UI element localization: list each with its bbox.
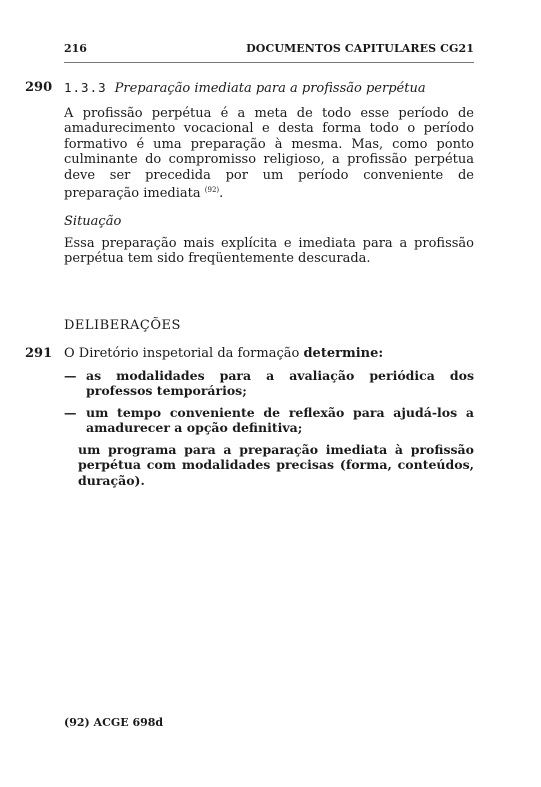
header-rule [64,62,474,63]
footnote: (92) ACGE 698d [64,716,164,729]
intro-text: O Diretório inspetorial da formação [64,346,304,361]
section-title: Preparação imediata para a profissão perpétua [114,81,426,96]
deliberations-heading: DELIBERAÇÕES [64,318,181,333]
list-item [64,442,474,488]
deliberations-intro [64,346,474,361]
list-item-text: um tempo conveniente de reflexão para ajudá-los a amadurecer a opção definitiva; [86,405,474,436]
list-item [64,405,474,436]
paragraph-2: Essa preparação mais explícita e imediata para a profissão perpétua tem sido freqüentemente descurada. [64,236,474,267]
section-heading [64,80,474,96]
margin-number-291: 291 [25,346,53,361]
running-header [64,42,474,60]
paragraph-1 [64,106,474,201]
paragraph-1-end: . [219,186,224,202]
list-item-text: um programa para a preparação imediata à profissão perpétua com modalidades precisas (forma, conteúdos, duração). [78,442,474,488]
list-item-text: as modalidades para a avaliação periódica dos professos temporários; [86,368,474,399]
subheading-situacao: Situação [64,214,122,229]
running-title: DOCUMENTOS CAPITULARES CG21 [246,42,474,55]
page-number: 216 [64,42,87,55]
paragraph-1-text: A profissão perpétua é a meta de todo esse período de amadurecimento vocacional e desta forma todo o período formativo é uma preparação à mesma. Mas, como ponto culminante do compromisso religioso, a profissão perpétua deve ser precedida por um período conveniente de preparação imediata [64,106,474,202]
footnote-reference: (92) [204,186,220,195]
intro-verb: determine: [303,346,384,361]
dash-marker: — [64,405,77,420]
dash-marker: — [64,368,77,383]
margin-number-290: 290 [25,80,53,95]
list-item [64,368,474,399]
section-number: 1.3.3 [64,80,107,95]
